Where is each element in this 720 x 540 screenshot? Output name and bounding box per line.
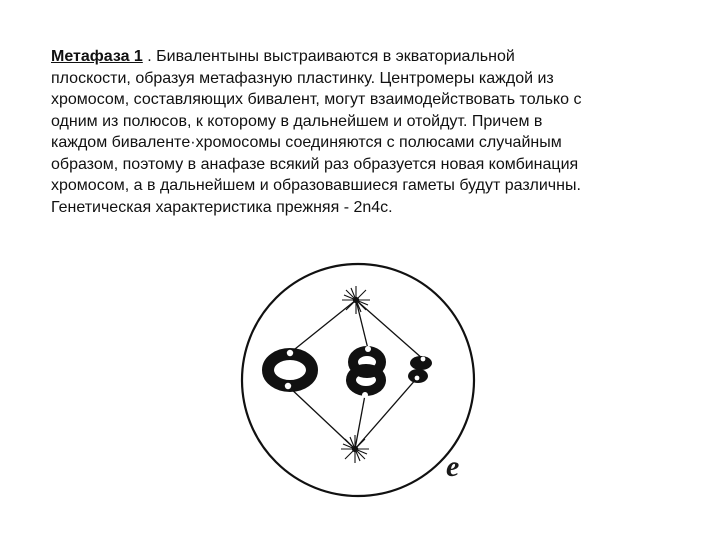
figure-label: e bbox=[446, 450, 460, 483]
bivalent-left bbox=[268, 350, 312, 389]
text-line-1 bbox=[51, 46, 691, 68]
bivalent-middle bbox=[351, 346, 381, 398]
metaphase-cell-diagram bbox=[240, 245, 480, 515]
slide-heading: Метафаза 1 bbox=[51, 48, 143, 65]
text-line-5: каждом бивалентe·хромосомы соединяются с полюсами случайным bbox=[51, 134, 562, 151]
text-line-6: образом, поэтому в анафазе всякий раз образуется новая комбинация bbox=[51, 155, 579, 173]
upper-pole-aster bbox=[342, 286, 370, 314]
lower-pole-aster bbox=[341, 435, 369, 463]
text-line-7: хромосом, а в дальнейшем и образовавшиеся гаметы будут различны. bbox=[51, 177, 581, 194]
text-line-4: одним из полюсов, к которому в дальнейшем и отойдут. Причем в bbox=[51, 112, 543, 130]
text-line-3: хромосом, составляющих бивалент, могут взаимодействовать только с bbox=[51, 91, 582, 108]
text-line-1-rest: . Бивалентыны выстраиваются в экваториальной bbox=[142, 48, 515, 65]
slide-text bbox=[51, 46, 691, 218]
text-line-8: Генетическая характеристика прежняя - 2n4c. bbox=[51, 198, 393, 216]
text-line-2: плоскости, образуя метафазную пластинку. Центромеры каждой из bbox=[51, 69, 554, 87]
bivalent-right bbox=[408, 356, 432, 383]
